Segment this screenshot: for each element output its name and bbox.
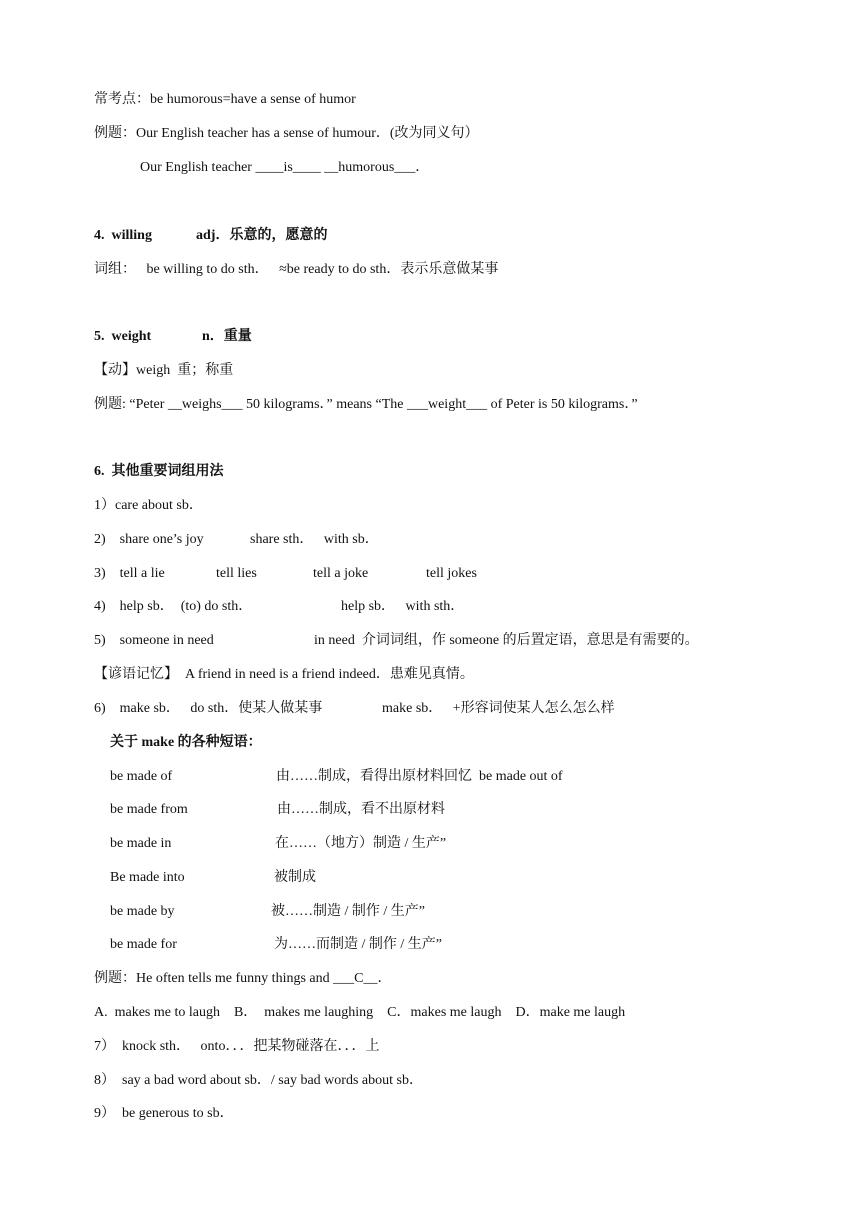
list-item-1: 1）care about sb． (94, 498, 203, 513)
list-item-3-a: 3) tell a lie (94, 566, 165, 581)
weight-example-line: 例题: “Peter __weighs___ 50 kilograms．” means “The ___weight___ of Peter is 50 kilograms．” (94, 397, 638, 412)
list-item-4-b: help sb． with sth． (341, 599, 465, 614)
proverb-line: 【谚语记忆】 A friend in need is a friend indeed．患难见真情。 (94, 667, 474, 682)
list-item-3-d: tell jokes (426, 566, 477, 581)
make-phrase-zh: 为……而制造 / 制作 / 生产” (274, 937, 442, 952)
example-answer-line: Our English teacher ____is____ __humorous___． (140, 160, 430, 175)
make-phrase-en: be made of (110, 769, 173, 784)
verb-form-line: 【动】weigh 重；称重 (94, 363, 234, 378)
example-question-line: 例题：Our English teacher has a sense of humour．(改为同义句） (94, 126, 479, 141)
make-phrase-en: be made in (110, 836, 172, 851)
make-phrase-zh: 由……制成，看不出原材料 (277, 802, 445, 817)
list-item-2-a: 2) share one’s joy (94, 532, 204, 547)
list-item-8: 8） say a bad word about sb．/ say bad words about sb． (94, 1073, 423, 1088)
list-item-7: 7） knock sth． onto．．．把某物碰落在．．．上 (94, 1039, 380, 1054)
list-item-5-b: in need 介词词组，作 someone 的后置定语，意思是有需要的。 (314, 633, 699, 648)
list-item-5-a: 5) someone in need (94, 633, 214, 648)
phrase-line-willing: 词组： be willing to do sth． ≈be ready to do sth．表示乐意做某事 (94, 262, 499, 277)
list-item-9: 9） be generous to sb． (94, 1106, 234, 1121)
make-phrase-zh: 由……制成，看得出原材料回忆 be made out of (276, 769, 563, 784)
list-item-4-a: 4) help sb． (to) do sth． (94, 599, 253, 614)
list-item-2-b: share sth． with sb． (250, 532, 379, 547)
section-5-heading-definition: n．重量 (202, 329, 252, 344)
list-item-6-b: make sb． +形容词使某人怎么怎么样 (382, 701, 615, 716)
make-phrase-zh: 被制成 (274, 870, 316, 885)
section-4-heading-word: 4. willing (94, 228, 152, 243)
list-item-3-c: tell a joke (313, 566, 369, 581)
make-phrases-heading: 关于 make 的各种短语： (110, 735, 262, 750)
key-point-line: 常考点：be humorous=have a sense of humor (94, 92, 356, 107)
make-example-question: 例题：He often tells me funny things and ___C__． (94, 971, 392, 986)
make-phrase-en: be made by (110, 904, 175, 919)
make-phrase-zh: 被……制造 / 制作 / 生产” (271, 904, 425, 919)
make-phrase-en: Be made into (110, 870, 185, 885)
section-4-heading-definition: adj．乐意的，愿意的 (196, 228, 328, 243)
list-item-6-a: 6) make sb． do sth．使某人做某事 (94, 701, 323, 716)
make-phrase-en: be made from (110, 802, 188, 817)
section-6-heading: 6. 其他重要词组用法 (94, 464, 224, 479)
section-5-heading-word: 5. weight (94, 329, 152, 344)
make-example-options: A. makes me to laugh B． makes me laughing C．makes me laugh D．make me laugh (94, 1005, 626, 1020)
make-phrase-en: be made for (110, 937, 177, 952)
list-item-3-b: tell lies (216, 566, 257, 581)
make-phrase-zh: 在……（地方）制造 / 生产” (275, 836, 447, 851)
